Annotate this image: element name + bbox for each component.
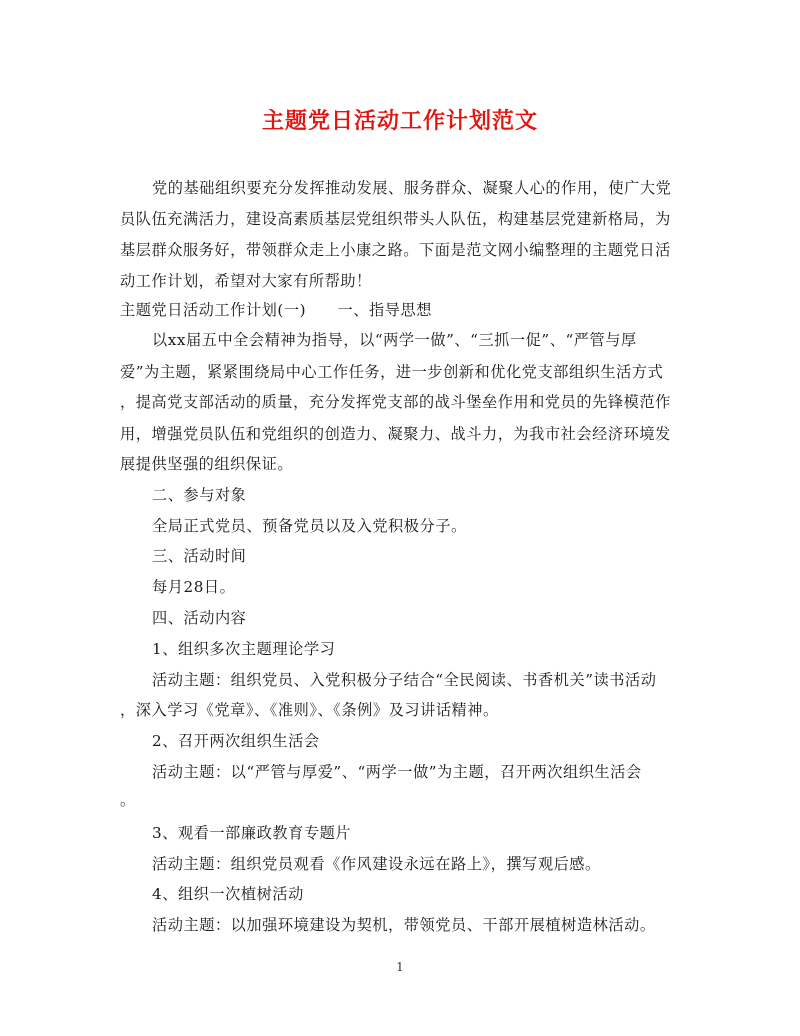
item-4-text: 活动主题：以加强环境建设为契机，带领党员、干部开展植树造林活动。 <box>152 916 656 934</box>
item-4-heading: 4、组织一次植树活动 <box>152 885 304 903</box>
page-number: 1 <box>396 960 404 974</box>
heading-participants: 二、参与对象 <box>152 486 247 504</box>
intro-line-2: 员队伍充满活力，建设高素质基层党组织带头人队伍，构建基层党建新格局，为 <box>120 210 671 228</box>
item-2-text-line-1: 活动主题：以“严管与厚爱”、“两学一做”为主题，召开两次组织生活会 <box>152 763 642 781</box>
guiding-line-5: 展提供坚强的组织保证。 <box>120 455 294 473</box>
item-3-text: 活动主题：组织党员观看《作风建设永远在路上》，撰写观后感。 <box>152 855 601 873</box>
guiding-line-1: 以xx届五中全会精神为指导，以“两学一做”、“三抓一促”、“严管与厚 <box>152 331 637 349</box>
heading-activity-time: 三、活动时间 <box>152 547 247 565</box>
document-title: 主题党日活动工作计划范文 <box>261 108 538 134</box>
guiding-line-3: ，提高党支部活动的质量，充分发挥党支部的战斗堡垒作用和党员的先锋模范作 <box>120 393 671 411</box>
item-1-text-line-2: ，深入学习《党章》、《准则》、《条例》及习讲话精神。 <box>120 701 499 719</box>
item-2-heading: 2、召开两次组织生活会 <box>152 732 320 750</box>
item-2-text-line-2: 。 <box>120 791 136 809</box>
heading-activity-content: 四、活动内容 <box>152 609 247 627</box>
guiding-line-2: 爱”为主题，紧紧围绕局中心工作任务，进一步创新和优化党支部组织生活方式 <box>120 363 664 381</box>
item-1-text-line-1: 活动主题：组织党员、入党积极分子结合“全民阅读、书香机关”读书活动 <box>152 671 657 689</box>
section-heading-plan-one: 主题党日活动工作计划(一) 一、指导思想 <box>120 301 432 319</box>
item-3-heading: 3、观看一部廉政教育专题片 <box>152 824 352 842</box>
intro-line-3: 基层群众服务好，带领群众走上小康之路。下面是范文网小编整理的主题党日活 <box>120 241 671 259</box>
intro-line-1: 党的基础组织要充分发挥推动发展、服务群众、凝聚人心的作用，使广大党 <box>152 179 672 197</box>
activity-time-text: 每月28日。 <box>152 578 236 596</box>
intro-line-4: 动工作计划，希望对大家有所帮助！ <box>120 272 372 290</box>
item-1-heading: 1、组织多次主题理论学习 <box>152 640 336 658</box>
participants-text: 全局正式党员、预备党员以及入党积极分子。 <box>152 517 467 535</box>
guiding-line-4: 用，增强党员队伍和党组织的创造力、凝聚力、战斗力，为我市社会经济环境发 <box>120 425 671 443</box>
